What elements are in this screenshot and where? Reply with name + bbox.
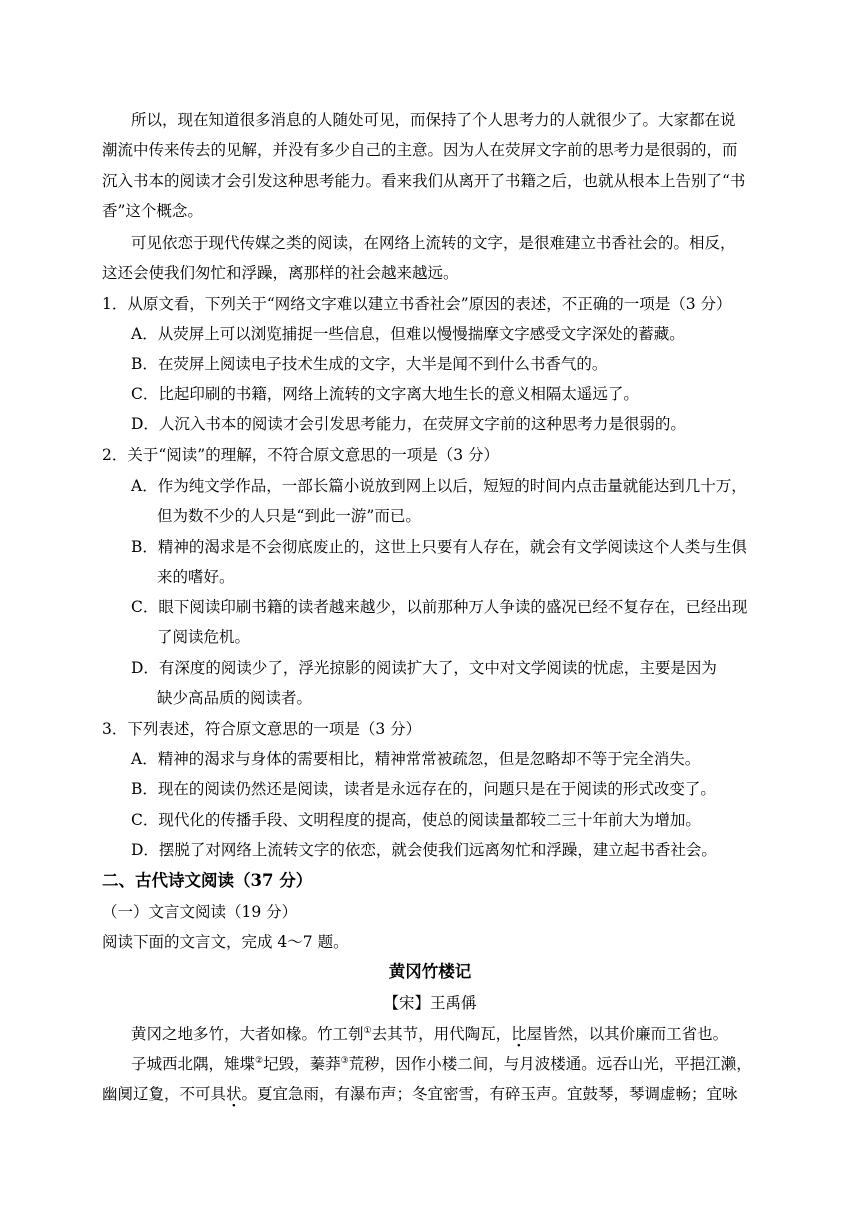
passage-line: 沉入书本的阅读才会引发这种思考能力。看来我们从离开了书籍之后，也就从根本上告别了“书 bbox=[102, 172, 746, 190]
question-3-option-d: D．摆脱了对网络上流转文字的依恋，就会使我们远离匆忙和浮躁，建立起书香社会。 bbox=[131, 841, 717, 859]
emphasized-character: 比 bbox=[511, 1025, 527, 1043]
passage-line: 这还会使我们匆忙和浮躁，离那样的社会越来越远。 bbox=[102, 264, 459, 282]
instruction-text: 阅读下面的文言文，完成 4～7 题。 bbox=[102, 933, 349, 951]
question-2-option-a: A．作为纯文学作品，一部长篇小说放到网上以后，短短的时间内点击量就能达到几十万， bbox=[131, 477, 747, 495]
question-2-option-a-cont: 但为数不少的人只是“到此一游”而已。 bbox=[157, 507, 421, 525]
question-1-option-a: A．从荧屏上可以浏览捕捉一些信息，但难以慢慢揣摩文字感受文字深处的蓄藏。 bbox=[131, 325, 685, 343]
footnote-marker: ① bbox=[363, 1026, 372, 1036]
question-2-option-d-cont: 缺少高品质的阅读者。 bbox=[157, 689, 313, 707]
passage-line: 香”这个概念。 bbox=[102, 202, 203, 220]
question-2-option-d: D．有深度的阅读少了，浮光掠影的阅读扩大了，文中对文学阅读的忧虑，主要是因为 bbox=[131, 659, 717, 677]
text-segment: 幽阒辽夐，不可具 bbox=[102, 1085, 227, 1103]
emphasized-character: 状 bbox=[226, 1085, 242, 1103]
question-3-option-c: C．现代化的传播手段、文明程度的提高，使总的阅读量都较二三十年前大为增加。 bbox=[131, 811, 701, 829]
question-1-stem: 1．从原文看，下列关于“网络文字难以建立书香社会”原因的表述，不正确的一项是（3 分） bbox=[102, 295, 732, 313]
classical-text-line-2 bbox=[131, 1054, 752, 1074]
question-2-option-b: B．精神的渴求是不会彻底废止的，这世上只要有人存在，就会有文学阅读这个人类与生俱 bbox=[131, 538, 747, 556]
passage-line: 潮流中传来传去的见解，并没有多少自己的主意。因为人在荧屏文字前的思考力是很弱的，而 bbox=[102, 141, 738, 159]
essay-title: 黄冈竹楼记 bbox=[388, 962, 472, 981]
question-2-option-b-cont: 来的嗜好。 bbox=[157, 568, 235, 586]
question-2-option-c: C．眼下阅读印刷书籍的读者越来越少，以前那种万人争读的盛况已经不复存在，已经出现 bbox=[131, 598, 748, 616]
footnote-marker: ② bbox=[255, 1056, 264, 1066]
text-segment: 黄冈之地多竹，大者如椽。竹工刳 bbox=[131, 1025, 364, 1043]
text-segment: 。夏宜急雨，有瀑布声；冬宜密雪，有碎玉声。宜鼓琴，琴调虚畅；宜咏 bbox=[241, 1085, 738, 1103]
subsection-heading: （一）文言文阅读（19 分） bbox=[102, 903, 298, 921]
text-segment: 圮毁，蓁莽 bbox=[263, 1055, 341, 1073]
question-3-option-a: A．精神的渴求与身体的需要相比，精神常常被疏忽，但是忽略却不等于完全消失。 bbox=[131, 750, 701, 768]
passage-line: 可见依恋于现代传媒之类的阅读，在网络上流转的文字，是很难建立书香社会的。相反， bbox=[131, 234, 736, 252]
question-1-option-d: D．人沉入书本的阅读才会引发思考能力，在荧屏文字前的这种思考力是很弱的。 bbox=[131, 415, 686, 433]
text-segment: 子城西北隅，雉堞 bbox=[131, 1055, 256, 1073]
question-3-option-b: B．现在的阅读仍然还是阅读，读者是永远存在的，问题只是在于阅读的形式改变了。 bbox=[131, 780, 716, 798]
essay-author: 【宋】王禹偁 bbox=[383, 994, 477, 1012]
question-2-stem: 2．关于“阅读”的理解，不符合原文意思的一项是（3 分） bbox=[102, 446, 500, 464]
classical-text-line-1 bbox=[131, 1024, 728, 1044]
question-2-option-c-cont: 了阅读危机。 bbox=[157, 628, 251, 646]
section-heading: 二、古代诗文阅读（37 分） bbox=[102, 871, 313, 890]
text-segment: 荒秽，因作小楼二间，与月波楼通。远吞山光，平挹江濑， bbox=[348, 1055, 752, 1073]
footnote-marker: ③ bbox=[340, 1056, 349, 1066]
question-1-option-b: B．在荧屏上阅读电子技术生成的文字，大半是闻不到什么书香气的。 bbox=[131, 355, 608, 373]
question-3-stem: 3．下列表述，符合原文意思的一项是（3 分） bbox=[102, 720, 422, 738]
question-1-option-c: C．比起印刷的书籍，网络上流转的文字离大地生长的意义相隔太遥远了。 bbox=[131, 385, 639, 403]
text-segment: 屋皆然，以其价廉而工省也。 bbox=[526, 1025, 729, 1043]
classical-text-line-3 bbox=[102, 1084, 738, 1104]
passage-line: 所以，现在知道很多消息的人随处可见，而保持了个人思考力的人就很少了。大家都在说 bbox=[131, 111, 736, 129]
text-segment: 去其节，用代陶瓦， bbox=[371, 1025, 512, 1043]
